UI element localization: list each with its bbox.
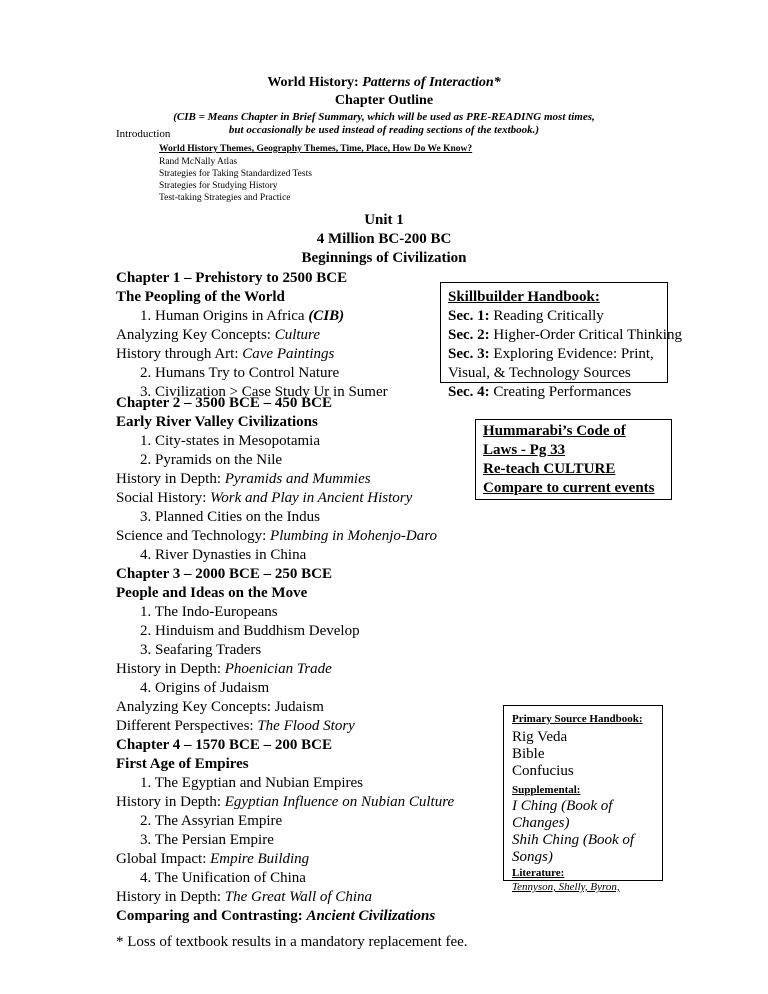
chapter-subtitle: The Peopling of the World	[116, 289, 285, 305]
outline-item: 4. The Unification of China	[140, 870, 306, 886]
page-subtitle: Chapter Outline	[334, 93, 434, 108]
skillbuilder-box	[440, 282, 682, 400]
skillbuilder-item: Sec. 4: Creating Performances	[448, 384, 632, 400]
outline-item: 2. The Assyrian Empire	[140, 813, 283, 829]
chapter-subtitle: People and Ideas on the Move	[116, 585, 308, 601]
outline-item: Science and Technology: Plumbing in Mohenjo-Daro	[116, 528, 437, 544]
outline-item: 1. The Indo-Europeans	[140, 604, 278, 620]
intro-item: World History Themes, Geography Themes, Time, Place, How Do We Know?	[159, 144, 473, 154]
supplemental-item: I Ching (Book of	[512, 798, 613, 814]
outline-item: 3. The Persian Empire	[140, 832, 274, 848]
unit-title: Beginnings of Civilization	[301, 250, 467, 266]
outline-item: Global Impact: Empire Building	[116, 851, 310, 867]
primary-source-item: Confucius	[512, 763, 574, 779]
literature-item: Tennyson, Shelly, Byron,	[512, 881, 620, 893]
hammurabi-box	[475, 419, 672, 500]
chapter-2-section	[116, 394, 437, 565]
outline-item: 2. Hinduism and Buddhism Develop	[140, 623, 360, 639]
unit-name: Unit 1	[364, 212, 404, 228]
outline-item: History in Depth: Phoenician Trade	[116, 661, 332, 677]
outline-item: 4. River Dynasties in China	[140, 547, 307, 563]
primary-source-item: Bible	[512, 746, 545, 762]
skillbuilder-item: Sec. 2: Higher-Order Critical Thinking	[448, 327, 682, 343]
page-title: World History: Patterns of Interaction*	[267, 75, 501, 90]
primary-source-item: Rig Veda	[512, 729, 568, 745]
outline-item: 2. Humans Try to Control Nature	[140, 365, 340, 381]
supplemental-label: Supplemental:	[512, 784, 581, 796]
intro-item: Strategies for Studying History	[159, 181, 278, 191]
outline-item: 3. Seafaring Traders	[140, 642, 262, 658]
chapter-4-section	[116, 736, 454, 926]
intro-item: Strategies for Taking Standardized Tests	[159, 169, 312, 179]
hammurabi-line: Compare to current events	[483, 480, 655, 496]
unit-range: 4 Million BC-200 BC	[316, 231, 452, 247]
hammurabi-line: Hummarabi’s Code of	[483, 423, 626, 439]
skillbuilder-item: Visual, & Technology Sources	[448, 365, 631, 381]
skillbuilder-item: Sec. 3: Exploring Evidence: Print,	[448, 346, 654, 362]
outline-item: Analyzing Key Concepts: Judaism	[116, 699, 324, 715]
primary-source-title: Primary Source Handbook:	[512, 713, 643, 725]
outline-item: Comparing and Contrasting: Ancient Civilizations	[116, 908, 436, 924]
chapter-1-section	[116, 269, 388, 402]
cib-note-line1: (CIB = Means Chapter in Brief Summary, which will be used as PRE-READING most times,	[173, 111, 595, 123]
skillbuilder-title: Skillbuilder Handbook:	[448, 289, 600, 305]
hammurabi-line: Laws - Pg 33	[483, 442, 566, 458]
chapter-heading: Chapter 1 – Prehistory to 2500 BCE	[116, 270, 348, 286]
introduction-label: Introduction	[116, 128, 171, 140]
outline-item: History in Depth: Pyramids and Mummies	[116, 471, 371, 487]
outline-item: Different Perspectives: The Flood Story	[116, 718, 355, 734]
outline-item: 3. Civilization > Case Study Ur in Sumer	[140, 384, 388, 400]
supplemental-item: Shih Ching (Book of	[512, 832, 635, 848]
chapter-heading: Chapter 2 – 3500 BCE – 450 BCE	[116, 395, 332, 411]
supplemental-item: Songs)	[512, 849, 553, 865]
outline-item: History in Depth: The Great Wall of China	[116, 889, 372, 905]
outline-item: History in Depth: Egyptian Influence on Nubian Culture	[116, 794, 455, 810]
outline-item: Analyzing Key Concepts: Culture	[116, 327, 320, 343]
intro-item: Rand McNally Atlas	[159, 157, 238, 167]
hammurabi-line: Re-teach CULTURE	[483, 461, 616, 477]
chapter-subtitle: First Age of Empires	[116, 756, 249, 772]
outline-item: 1. Human Origins in Africa (CIB)	[140, 308, 345, 324]
cib-note-line2: but occasionally be used instead of reading sections of the textbook.)	[228, 124, 540, 136]
outline-item: 4. Origins of Judaism	[140, 680, 270, 696]
primary-source-box	[503, 705, 663, 893]
intro-item: Test-taking Strategies and Practice	[159, 193, 291, 203]
outline-item: History through Art: Cave Paintings	[116, 346, 335, 362]
chapter-subtitle: Early River Valley Civilizations	[116, 414, 318, 430]
outline-item: 3. Planned Cities on the Indus	[140, 509, 320, 525]
chapter-3-section	[116, 565, 360, 736]
literature-label: Literature:	[512, 867, 565, 879]
supplemental-item: Changes)	[512, 815, 570, 831]
chapter-heading: Chapter 3 – 2000 BCE – 250 BCE	[116, 566, 332, 582]
outline-item: 1. City-states in Mesopotamia	[140, 433, 320, 449]
outline-item: Social History: Work and Play in Ancient History	[116, 490, 413, 506]
outline-item: 2. Pyramids on the Nile	[140, 452, 283, 468]
chapter-heading: Chapter 4 – 1570 BCE – 200 BCE	[116, 737, 332, 753]
skillbuilder-item: Sec. 1: Reading Critically	[448, 308, 604, 324]
outline-item: 1. The Egyptian and Nubian Empires	[140, 775, 364, 791]
footnote: * Loss of textbook results in a mandatory replacement fee.	[116, 934, 468, 950]
